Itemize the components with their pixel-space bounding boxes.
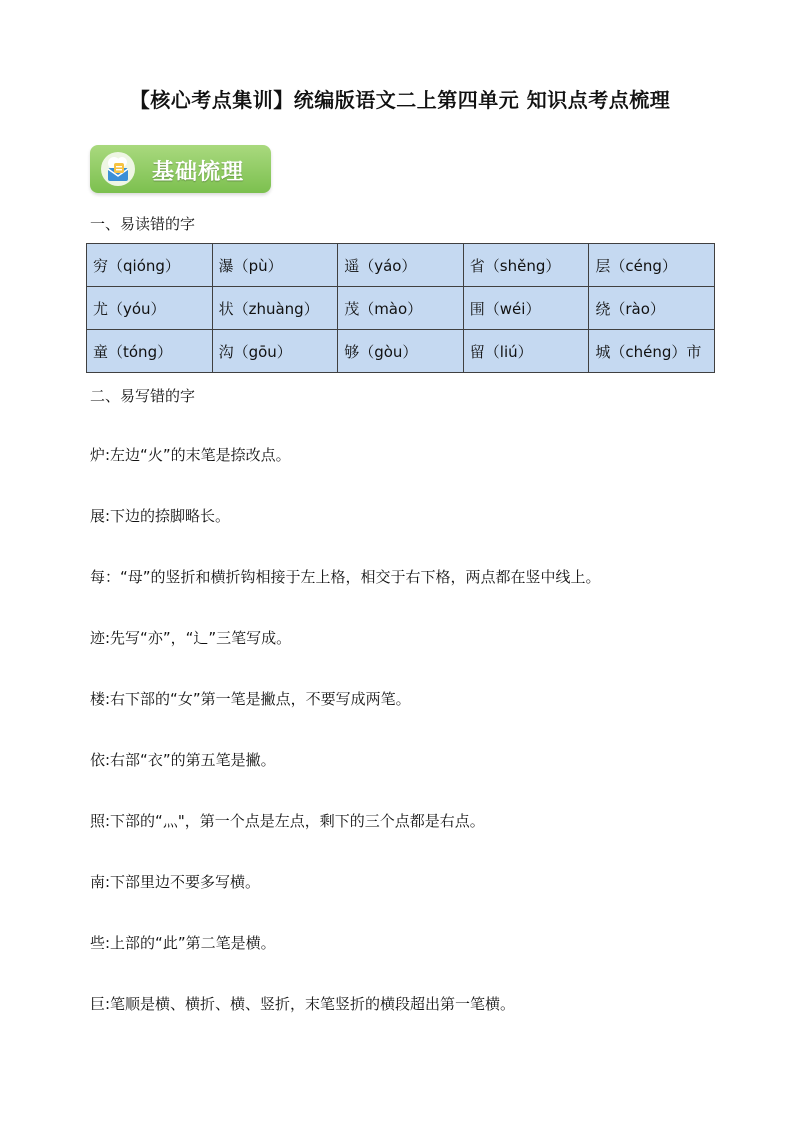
section-heading-reading: 一、易读错的字: [90, 215, 196, 233]
pinyin-table: [86, 243, 715, 373]
list-item: 每：“母”的竖折和横折钩相接于左上格，相交于右下格，两点都在竖中线上。: [90, 568, 601, 586]
list-item: 南:下部里边不要多写横。: [90, 873, 261, 891]
list-item: 依:右部“衣”的第五笔是撇。: [90, 751, 276, 769]
table-cell: 状（zhuàng）: [212, 287, 338, 330]
list-item: 展:下边的捺脚略长。: [90, 507, 231, 525]
table-cell: 尤（yóu）: [87, 287, 213, 330]
table-cell: 城（chéng）市: [589, 330, 715, 373]
table-cell: 够（gòu）: [338, 330, 464, 373]
table-cell: 遥（yáo）: [338, 244, 464, 287]
list-item: 炉:左边“火”的末笔是捺改点。: [90, 446, 291, 464]
list-item: 照:下部的“灬"，第一个点是左点，剩下的三个点都是右点。: [90, 812, 485, 830]
table-cell: 绕（rào）: [589, 287, 715, 330]
table-cell: 省（shěng）: [463, 244, 589, 287]
list-item: 巨:笔顺是横、横折、横、竖折，末笔竖折的横段超出第一笔横。: [90, 995, 516, 1013]
table-cell: 茂（mào）: [338, 287, 464, 330]
table-cell: 留（liú）: [463, 330, 589, 373]
table-cell: 瀑（pù）: [212, 244, 338, 287]
table-row: [87, 330, 715, 373]
table-cell: 童（tóng）: [87, 330, 213, 373]
page-title: 【核心考点集训】统编版语文二上第四单元 知识点考点梳理: [129, 88, 671, 112]
envelope-bubble-icon: [100, 151, 136, 187]
table-row: [87, 244, 715, 287]
table-cell: 穷（qióng）: [87, 244, 213, 287]
table-cell: 围（wéi）: [463, 287, 589, 330]
list-item: 楼:右下部的“女”第一笔是撇点，不要写成两笔。: [90, 690, 411, 708]
banner-label: 基础梳理: [152, 160, 245, 185]
table-cell: 沟（gōu）: [212, 330, 338, 373]
table-cell: 层（céng）: [589, 244, 715, 287]
section-heading-writing: 二、易写错的字: [90, 387, 196, 405]
list-item: 迹:先写“亦”，“辶”三笔写成。: [90, 629, 292, 647]
list-item: 些:上部的“此”第二笔是横。: [90, 934, 276, 952]
section-banner: [90, 145, 271, 193]
table-row: [87, 287, 715, 330]
